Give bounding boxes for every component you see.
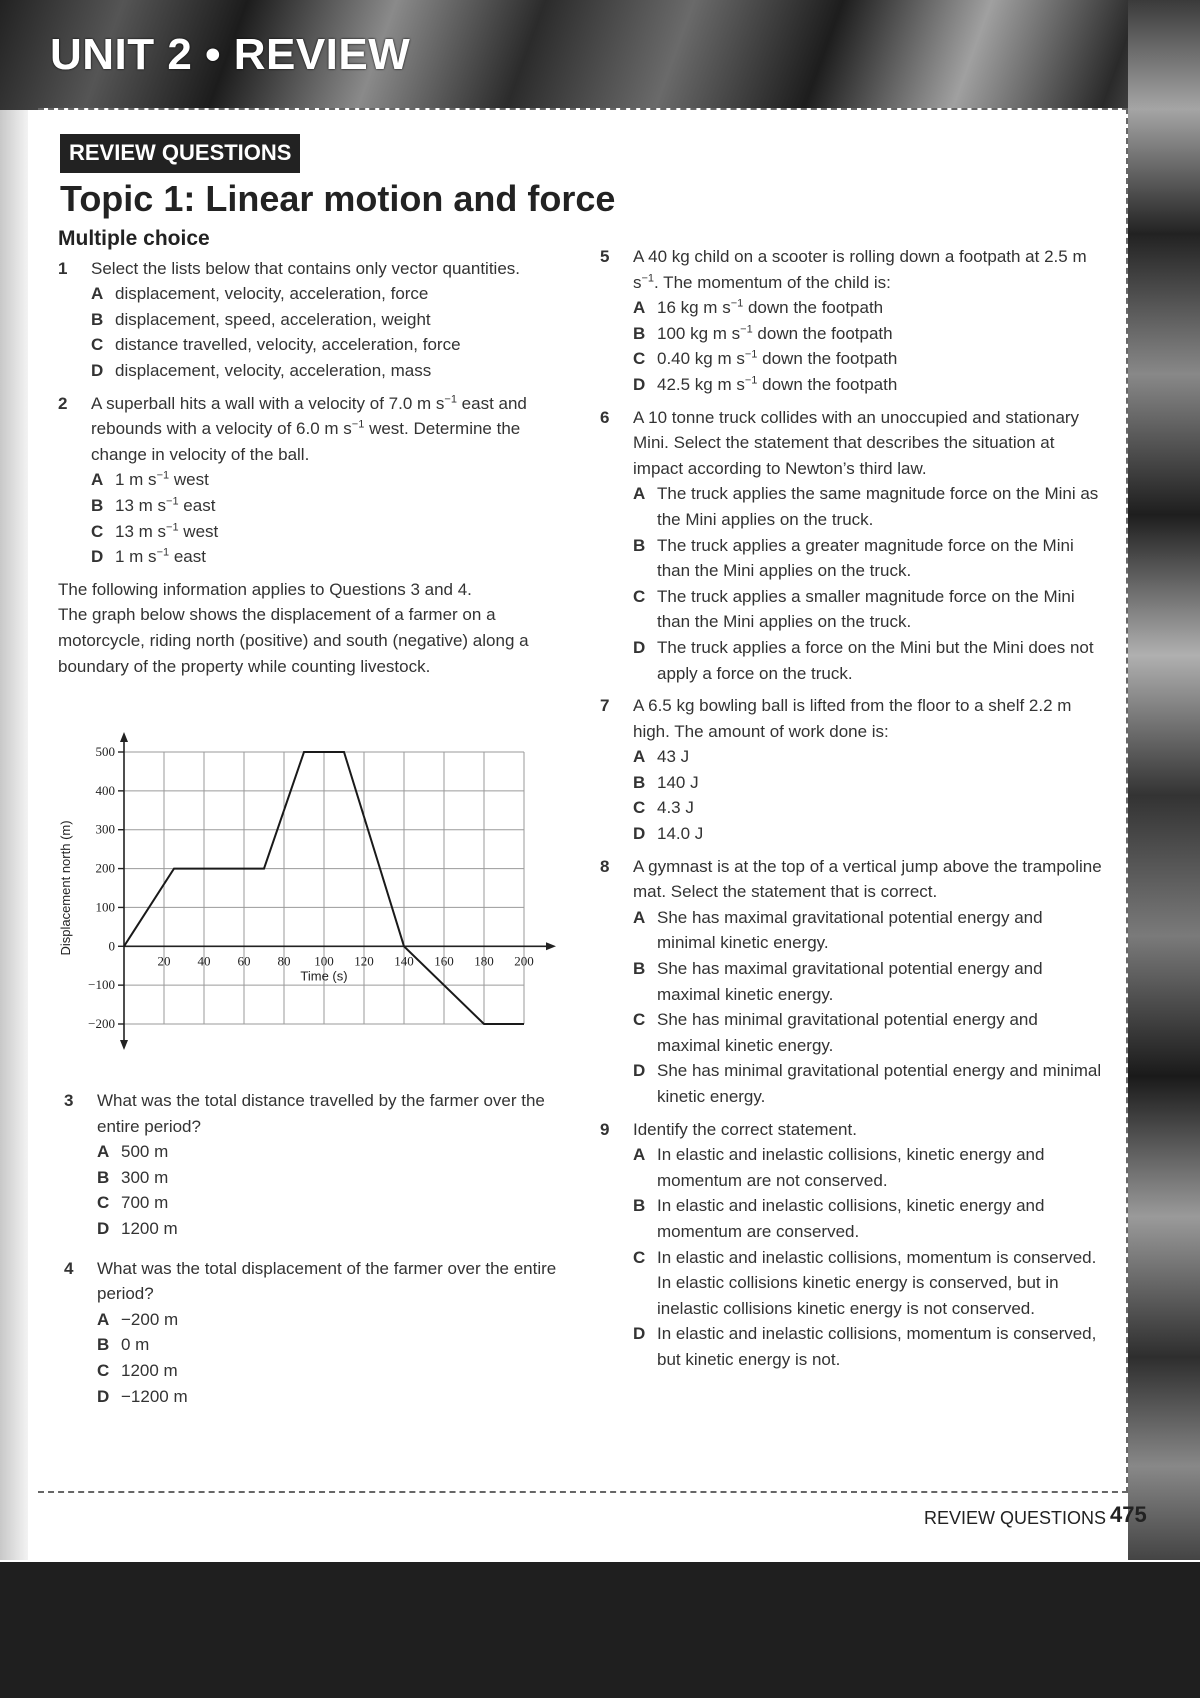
text-run: What was the total displacement of the farmer over the entire period? bbox=[97, 1258, 557, 1304]
option-letter: D bbox=[633, 374, 646, 394]
text-run: −1200 m bbox=[121, 1386, 188, 1406]
question-3 bbox=[64, 1088, 574, 1242]
answer-option-b bbox=[633, 770, 1105, 796]
answer-option-d bbox=[633, 635, 1105, 686]
answer-option-c bbox=[633, 795, 1105, 821]
info-line-1: The following information applies to Questions 3 and 4. bbox=[58, 579, 472, 599]
unit-exponent: −1 bbox=[156, 546, 170, 559]
answer-option-b bbox=[633, 321, 1105, 347]
text-run: 100 kg m s bbox=[657, 323, 741, 343]
answer-option-a bbox=[633, 744, 1105, 770]
option-letter: B bbox=[97, 1167, 110, 1187]
text-run: A superball hits a wall with a velocity of 7.0 m s bbox=[91, 393, 445, 413]
text-run: A 6.5 kg bowling ball is lifted from the floor to a shelf 2.2 m high. The amount of work done is: bbox=[633, 696, 1072, 741]
text-run: 1 m s bbox=[115, 547, 157, 567]
answer-option-b bbox=[633, 1193, 1105, 1244]
unit-exponent: −1 bbox=[730, 297, 744, 310]
option-letter: C bbox=[633, 586, 646, 606]
question-stem bbox=[97, 1256, 574, 1307]
answer-option-a bbox=[91, 281, 563, 307]
text-run: 16 kg m s bbox=[657, 298, 731, 318]
y-tick-label: 400 bbox=[95, 782, 115, 798]
x-tick-label: 140 bbox=[394, 953, 414, 969]
x-tick-label: 80 bbox=[277, 953, 291, 969]
x-tick-label: 120 bbox=[354, 953, 374, 969]
text-run: She has minimal gravitational potential energy and minimal kinetic energy. bbox=[657, 1061, 1102, 1106]
y-tick-label: 500 bbox=[95, 744, 115, 759]
unit-exponent: −1 bbox=[351, 418, 365, 431]
text-run: 300 m bbox=[121, 1167, 169, 1187]
answer-option-b bbox=[91, 307, 563, 333]
option-letter: A bbox=[633, 907, 646, 927]
option-letter: C bbox=[633, 1010, 646, 1030]
text-run: A 40 kg child on a scooter is rolling down a footpath at 2.5 m s bbox=[633, 247, 1087, 292]
scanner-dark-band bbox=[0, 1562, 1200, 1698]
unit-exponent: −1 bbox=[740, 323, 753, 336]
text-run: 13 m s bbox=[115, 495, 167, 515]
unit-exponent: −1 bbox=[166, 520, 179, 533]
page-number: 475 bbox=[1110, 1502, 1147, 1527]
displacement-time-graph bbox=[54, 728, 574, 1074]
option-letter: C bbox=[633, 798, 646, 818]
text-run: 42.5 kg m s bbox=[657, 374, 745, 394]
question-stem bbox=[633, 854, 1105, 905]
option-letter: B bbox=[633, 1196, 646, 1216]
option-letter: A bbox=[633, 1145, 646, 1165]
answer-option-a bbox=[633, 905, 1105, 956]
y-tick-label: 300 bbox=[95, 821, 115, 837]
unit-exponent: −1 bbox=[444, 392, 457, 405]
option-letter: A bbox=[97, 1309, 110, 1329]
text-run: 1200 m bbox=[121, 1218, 178, 1238]
answer-option-d bbox=[91, 544, 563, 570]
question-number: 9 bbox=[600, 1119, 610, 1139]
option-letter: B bbox=[633, 772, 646, 792]
y-axis-title: Displacement north (m) bbox=[58, 820, 73, 956]
text-run: The truck applies a greater magnitude force on the Mini than the Mini applies on the truck. bbox=[657, 535, 1074, 581]
left-column-bottom bbox=[64, 1088, 574, 1416]
option-letter: C bbox=[97, 1193, 110, 1213]
question-stem bbox=[633, 244, 1105, 295]
option-letter: C bbox=[97, 1360, 110, 1380]
option-letter: B bbox=[633, 535, 646, 555]
y-axis-arrow-down bbox=[120, 1040, 128, 1050]
text-run: down the footpath bbox=[757, 349, 898, 369]
question-number: 2 bbox=[58, 393, 68, 413]
answer-option-d bbox=[633, 1321, 1105, 1372]
text-run: Select the lists below that contains only vector quantities. bbox=[91, 258, 521, 278]
x-tick-label: 60 bbox=[237, 953, 251, 969]
option-letter: B bbox=[97, 1335, 110, 1355]
text-run: She has maximal gravitational potential energy and maximal kinetic energy. bbox=[657, 959, 1043, 1004]
text-run: A 10 tonne truck collides with an unoccupied and stationary Mini. Select the statement that describes the situation at impact according to Newton’s third law. bbox=[633, 407, 1080, 478]
question-9 bbox=[600, 1117, 1105, 1373]
answer-option-d bbox=[97, 1216, 574, 1242]
text-run: displacement, speed, acceleration, weight bbox=[115, 309, 431, 329]
option-letter: C bbox=[633, 1247, 646, 1267]
option-letter: D bbox=[633, 824, 646, 844]
page-shadow-edge bbox=[0, 110, 28, 1560]
question-7 bbox=[600, 693, 1105, 847]
text-run: east bbox=[169, 547, 206, 567]
option-letter: B bbox=[91, 495, 104, 515]
option-letter: C bbox=[91, 335, 104, 355]
answer-option-a bbox=[633, 1142, 1105, 1193]
answer-option-d bbox=[97, 1384, 574, 1410]
answer-option-b bbox=[633, 533, 1105, 584]
answer-option-a bbox=[633, 481, 1105, 532]
text-run: She has maximal gravitational potential energy and minimal kinetic energy. bbox=[657, 907, 1043, 953]
option-letter: B bbox=[633, 959, 646, 979]
answer-option-c bbox=[97, 1190, 574, 1216]
text-run: What was the total distance travelled by the farmer over the entire period? bbox=[97, 1091, 545, 1136]
info-line-2: The graph below shows the displacement of a farmer on a motorcycle, riding north (positive) and south (negative) along a boundary of the property while counting livestock. bbox=[58, 605, 529, 676]
right-column bbox=[600, 244, 1105, 1380]
x-tick-label: 20 bbox=[157, 953, 171, 969]
y-tick-label: −100 bbox=[88, 977, 115, 993]
answer-option-c bbox=[633, 1245, 1105, 1322]
answer-option-c bbox=[633, 1007, 1105, 1058]
x-tick-label: 100 bbox=[314, 953, 334, 969]
x-tick-label: 180 bbox=[474, 953, 494, 969]
option-letter: A bbox=[633, 484, 646, 504]
answer-option-b bbox=[97, 1165, 574, 1191]
question-number: 3 bbox=[64, 1091, 74, 1110]
text-run: displacement, velocity, acceleration, force bbox=[115, 284, 429, 304]
text-run: The truck applies the same magnitude force on the Mini as the Mini applies on the truck. bbox=[657, 484, 1099, 529]
question-number: 4 bbox=[64, 1258, 74, 1278]
y-axis-arrow-up bbox=[120, 732, 128, 742]
option-letter: A bbox=[97, 1142, 110, 1162]
text-run: 14.0 J bbox=[657, 824, 704, 844]
text-run: The truck applies a smaller magnitude force on the Mini than the Mini applies on the truck. bbox=[657, 586, 1075, 632]
text-run: 1 m s bbox=[115, 470, 157, 490]
question-5 bbox=[600, 244, 1105, 398]
unit-exponent: −1 bbox=[641, 271, 655, 284]
answer-option-a bbox=[91, 467, 563, 493]
option-letter: D bbox=[97, 1218, 110, 1238]
question-4 bbox=[64, 1256, 574, 1410]
question-stem bbox=[633, 693, 1105, 744]
question-1 bbox=[58, 256, 563, 384]
option-letter: B bbox=[91, 309, 104, 329]
x-axis-arrow bbox=[546, 942, 556, 950]
answer-option-c bbox=[633, 346, 1105, 372]
answer-option-b bbox=[97, 1332, 574, 1358]
text-run: displacement, velocity, acceleration, mass bbox=[115, 360, 432, 380]
answer-option-b bbox=[633, 956, 1105, 1007]
text-run: down the footpath bbox=[743, 298, 884, 318]
x-tick-label: 200 bbox=[514, 953, 534, 969]
option-letter: D bbox=[97, 1386, 110, 1406]
question-number: 7 bbox=[600, 696, 610, 716]
section-heading: Multiple choice bbox=[58, 227, 210, 250]
question-stem bbox=[633, 405, 1105, 482]
unit-exponent: −1 bbox=[744, 374, 758, 387]
question-6 bbox=[600, 405, 1105, 687]
question-number: 6 bbox=[600, 407, 610, 427]
answer-option-d bbox=[633, 372, 1105, 398]
option-letter: B bbox=[633, 323, 646, 343]
question-stem bbox=[97, 1088, 574, 1139]
text-run: west. Determine the change in velocity of the ball. bbox=[91, 419, 521, 464]
question-2 bbox=[58, 391, 563, 570]
text-run: In elastic and inelastic collisions, momentum is conserved. In elastic collisions kinetic energy is conserved, but in inelastic collisions kinetic energy is not conserved. bbox=[657, 1247, 1097, 1318]
answer-option-c bbox=[91, 332, 563, 358]
answer-option-a bbox=[97, 1139, 574, 1165]
text-run: 43 J bbox=[657, 747, 690, 767]
text-run: west bbox=[169, 470, 209, 490]
unit-title: UNIT 2 • REVIEW bbox=[50, 30, 411, 79]
text-run: 0 m bbox=[121, 1335, 150, 1355]
option-letter: A bbox=[91, 284, 104, 304]
question-number: 5 bbox=[600, 247, 610, 266]
unit-exponent: −1 bbox=[166, 495, 179, 508]
review-questions-badge: REVIEW QUESTIONS bbox=[60, 134, 300, 173]
unit-exponent: −1 bbox=[744, 348, 758, 361]
option-letter: D bbox=[91, 360, 104, 380]
answer-option-a bbox=[633, 295, 1105, 321]
y-tick-label: 0 bbox=[108, 938, 115, 954]
text-run: west bbox=[178, 521, 219, 541]
answer-option-d bbox=[633, 821, 1105, 847]
y-tick-label: −200 bbox=[88, 1016, 115, 1031]
answer-option-d bbox=[633, 1058, 1105, 1109]
answer-option-b bbox=[91, 493, 563, 519]
x-axis-title: Time (s) bbox=[300, 968, 348, 984]
question-8 bbox=[600, 854, 1105, 1110]
left-column-top bbox=[58, 226, 563, 679]
text-run: . The momentum of the child is: bbox=[654, 272, 891, 292]
text-run: −200 m bbox=[121, 1309, 179, 1329]
text-run: In elastic and inelastic collisions, momentum is conserved, but kinetic energy is not. bbox=[657, 1324, 1097, 1369]
option-letter: A bbox=[633, 298, 646, 318]
answer-option-d bbox=[91, 358, 563, 384]
x-tick-label: 40 bbox=[197, 953, 211, 969]
text-run: 1200 m bbox=[121, 1360, 178, 1380]
question-number: 1 bbox=[58, 258, 68, 278]
text-run: In elastic and inelastic collisions, kinetic energy and momentum are conserved. bbox=[657, 1196, 1045, 1241]
option-letter: A bbox=[91, 470, 104, 490]
unit-exponent: −1 bbox=[156, 469, 170, 482]
answer-option-c bbox=[97, 1358, 574, 1384]
text-run: down the footpath bbox=[752, 323, 893, 343]
text-run: 500 m bbox=[121, 1142, 169, 1162]
marbled-right-strip bbox=[1128, 0, 1200, 1560]
text-run: east bbox=[178, 495, 216, 515]
option-letter: C bbox=[91, 521, 104, 541]
option-letter: D bbox=[633, 1061, 646, 1081]
answer-option-a bbox=[97, 1307, 574, 1333]
text-run: In elastic and inelastic collisions, kinetic energy and momentum are not conserved. bbox=[657, 1145, 1045, 1190]
text-run: 700 m bbox=[121, 1193, 169, 1213]
text-run: 13 m s bbox=[115, 521, 167, 541]
option-letter: A bbox=[633, 747, 646, 767]
text-run: The truck applies a force on the Mini but the Mini does not apply a force on the truck. bbox=[657, 637, 1094, 683]
text-run: A gymnast is at the top of a vertical jump above the trampoline mat. Select the statement that is correct. bbox=[633, 856, 1102, 902]
text-run: 4.3 J bbox=[657, 798, 694, 818]
y-tick-label: 200 bbox=[95, 860, 115, 876]
question-stem bbox=[633, 1117, 1105, 1143]
text-run: She has minimal gravitational potential energy and maximal kinetic energy. bbox=[657, 1010, 1038, 1055]
question-number: 8 bbox=[600, 856, 610, 876]
text-run: down the footpath bbox=[757, 374, 898, 394]
topic-title: Topic 1: Linear motion and force bbox=[60, 178, 616, 219]
question-stem bbox=[91, 391, 563, 468]
text-run: east and rebounds with a velocity of 6.0 m s bbox=[91, 393, 527, 439]
x-tick-label: 160 bbox=[434, 953, 454, 969]
answer-option-c bbox=[633, 584, 1105, 635]
question-stem bbox=[91, 256, 563, 282]
answer-option-c bbox=[91, 519, 563, 545]
option-letter: D bbox=[633, 637, 646, 657]
text-run: 0.40 kg m s bbox=[657, 349, 745, 369]
chart-svg bbox=[54, 728, 574, 1074]
text-run: Identify the correct statement. bbox=[633, 1119, 857, 1139]
text-run: distance travelled, velocity, acceleration, force bbox=[115, 335, 461, 355]
option-letter: D bbox=[91, 547, 104, 567]
option-letter: D bbox=[633, 1324, 646, 1344]
y-tick-label: 100 bbox=[95, 899, 115, 915]
option-letter: C bbox=[633, 349, 646, 369]
text-run: 140 J bbox=[657, 772, 699, 792]
footer-label: REVIEW QUESTIONS bbox=[924, 1508, 1107, 1528]
